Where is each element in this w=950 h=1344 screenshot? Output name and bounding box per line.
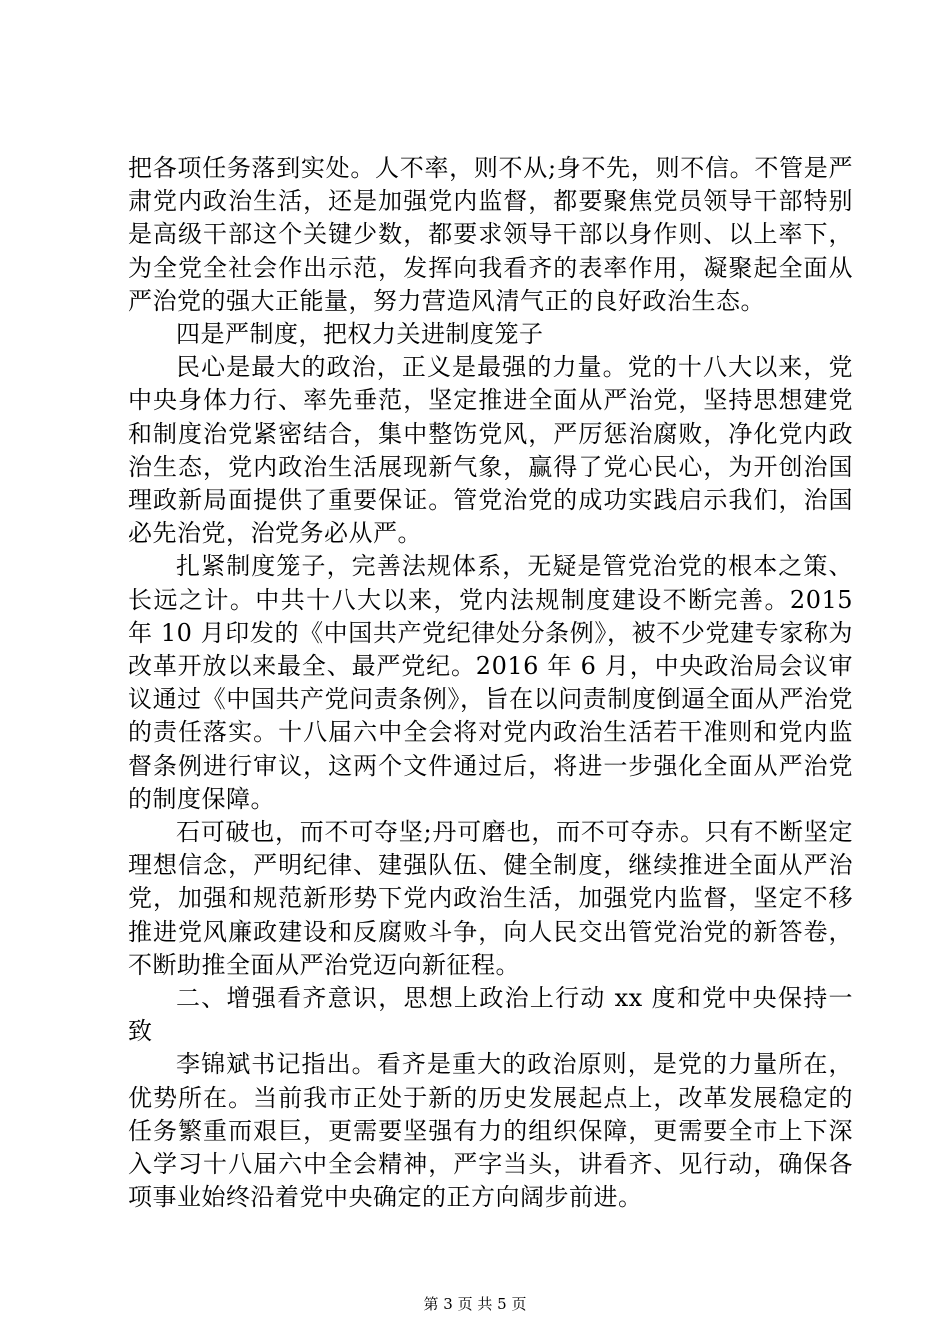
paragraph-7: 李锦斌书记指出。看齐是重大的政治原则，是党的力量所在，优势所在。当前我市正处于新的历史发展起点上，改革发展稳定的任务繁重而艰巨，更需要坚强有力的组织保障，更需要全市上下深入学习十八届六中全会精神，严字当头，讲看齐、见行动，确保各项事业始终沿着党中央确定的正方向阔步前进。 [128, 1050, 853, 1212]
paragraph-5: 石可破也，而不可夺坚;丹可磨也，而不可夺赤。只有不断坚定理想信念，严明纪律、建强队伍、健全制度，继续推进全面从严治党，加强和规范新形势下党内政治生活，加强党内监督，坚定不移推进党风廉政建设和反腐败斗争，向人民交出管党治党的新答卷，不断助推全面从严治党迈向新征程。 [128, 818, 853, 979]
section-heading-two: 二、增强看齐意识，思想上政治上行动 xx 度和党中央保持一致 [128, 984, 853, 1046]
page-footer [0, 1294, 950, 1314]
paragraph-4: 扎紧制度笼子，完善法规体系，无疑是管党治党的根本之策、长远之计。中共十八大以来，党内法规制度建设不断完善。2015 年 10 月印发的《中国共产党纪律处分条例》，被不少党建专家称为改革开放以来最全、最严党纪。2016 年 6 月，中央政治局会议审议通过《中国共产党问责条例》，旨在以问责制度倒逼全面从严治党的责任落实。十八届六中全会将对党内政治生活若干准则和党内监督条例进行审议，这两个文件通过后，将进一步强化全面从严治党的制度保障。 [128, 552, 853, 813]
paragraph-3: 民心是最大的政治，正义是最强的力量。党的十八大以来，党中央身体力行、率先垂范，坚定推进全面从严治党，坚持思想建党和制度治党紧密结合，集中整饬党风，严厉惩治腐败，净化党内政治生态，党内政治生活展现新气象，赢得了党心民心，为开创治国理政新局面提供了重要保证。管党治党的成功实践启示我们，治国必先治党，治党务必从严。 [128, 353, 853, 548]
document-body [128, 152, 853, 1215]
page-number-label: 第 3 页 共 5 页 [423, 1295, 527, 1313]
section-heading-four: 四是严制度，把权力关进制度笼子 [176, 320, 544, 349]
paragraph-1: 把各项任务落到实处。人不率，则不从;身不先，则不信。不管是严肃党内政治生活，还是加强党内监督，都要聚焦党员领导干部特别是高级干部这个关键少数，都要求领导干部以身作则、以上率下，为全党全社会作出示范，发挥向我看齐的表率作用，凝聚起全面从严治党的强大正能量，努力营造风清气正的良好政治生态。 [128, 154, 853, 315]
